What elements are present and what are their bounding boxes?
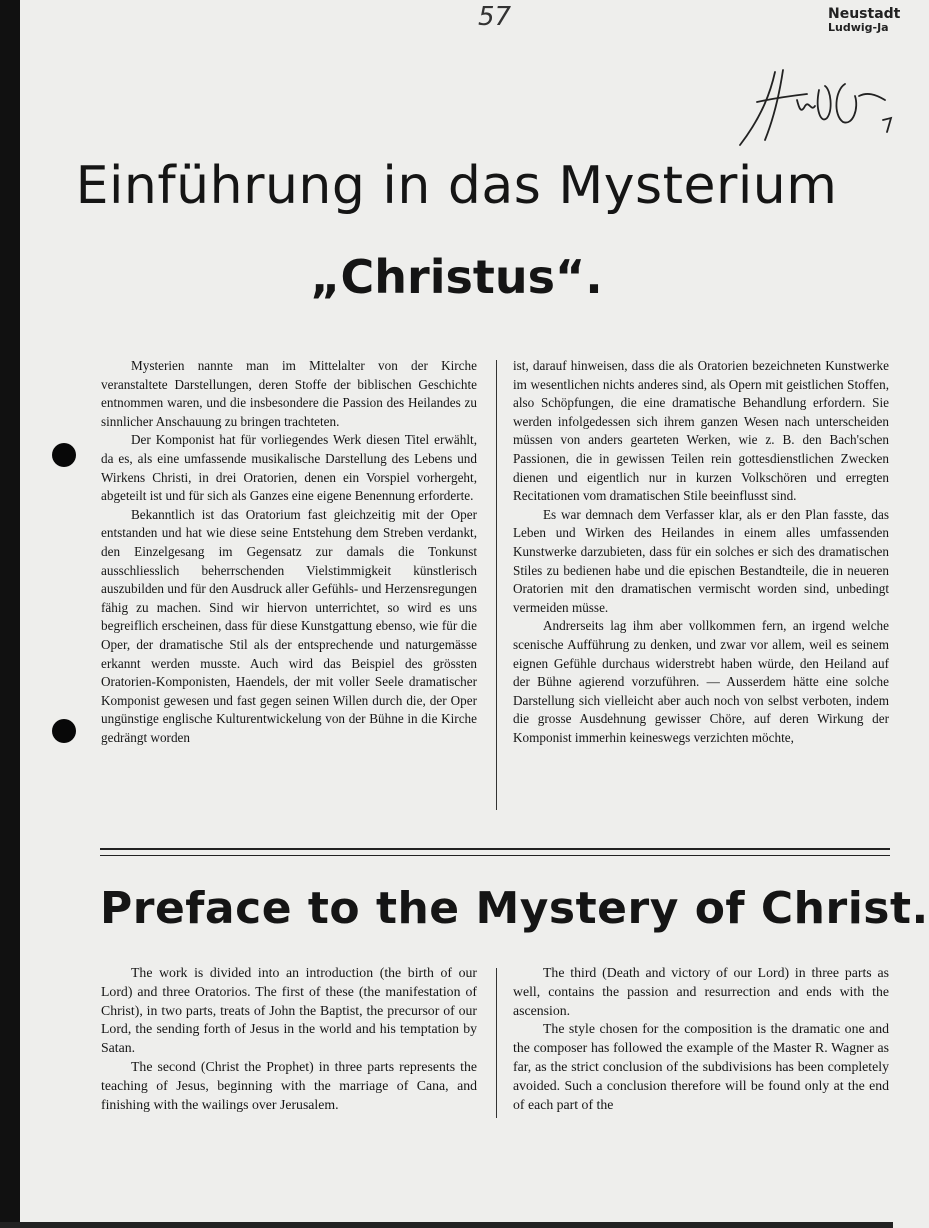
paragraph: Bekanntlich ist das Oratorium fast gleichzeitig mit der Oper entstanden und hat wie diese seine Entstehung dem Streben verdankt, den Einzelgesang im Gegensatz zur damals die Tonkunst ausschliesslich beherrschenden Vielstimmigkeit künstlerisch auszubilden und für den Ausdruck aller Gefühls- und Herzensregungen fähig zu machen. Sind wir hiervon unterrichtet, so wird es uns begreiflich erscheinen, dass für diese Kunstgattung ebenso, wie für die Oper, der dramatische Stil als der entsprechende und naturgemässe erkannt werden musste. Auch wird das Beispiel des grössten Oratorien-Komponisten, Haendels, der mit voller Seele dramatischer Komponist gewesen und fast gegen seinen Willen durch die, der Oper ungünstige englische Kulturentwickelung von der Bühne in die Kirche gedrängt worden bbox=[101, 506, 477, 745]
german-title-line-1: Einführung in das Mysterium bbox=[75, 156, 838, 216]
paragraph: The third (Death and victory of our Lord) in three parts as well, contains the passion and resurrection and ends with the ascension. bbox=[513, 965, 889, 1018]
paragraph: Andrerseits lag ihm aber vollkommen fern, an irgend welche scenische Aufführung zu denken, und zwar vor allem, weil es seinem eignen Gefühle durchaus widerstrebt haben würde, den Heiland auf der Bühne agierend vorzuführen. — Ausserdem hätte eine solche Darstellung sich vielleicht aber auch noch von selbst verboten, indem die grosse Ausdehnung gewisser Chöre, auf deren Wirkung der Komponist immerhin keineswegs verzichten möchte, bbox=[513, 618, 889, 745]
stamp-line-1: Neustadt bbox=[828, 6, 901, 22]
english-column-left bbox=[101, 964, 477, 1114]
paragraph: ist, darauf hinweisen, dass die als Oratorien bezeichneten Kunstwerke im wesentlichen nichts anderes sind, als Opern mit geistlichen Stoffen, also Schöpfungen, die eine dramatische Behandlung erfordern. Sie werden infolgedessen sich ihrem ganzen Wesen nach unterscheiden müssen von anders gearteten Werken, wie z. B. den Bach'schen Passionen, die in gewissen Teilen rein gottesdienstlichen Zwecken dienen und eigentlich nur in kurzen Volkschören und erregten Recitationen vom dramatischen Stile beeinflusst sind. bbox=[513, 358, 889, 504]
column-divider bbox=[496, 360, 497, 810]
german-title-line-2: „Christus“. bbox=[310, 250, 603, 304]
paragraph: The style chosen for the composition is the dramatic one and the composer has followed the example of the Master R. Wagner as far, as the strict conclusion of the subdivisions has been completely avoided. Such a conclusion therefore will be found only at the end of each part of the bbox=[513, 1021, 889, 1112]
punch-hole-top bbox=[52, 443, 76, 467]
section-divider-rule-thin bbox=[100, 855, 890, 856]
punch-hole-bottom bbox=[52, 719, 76, 743]
paragraph: Es war demnach dem Verfasser klar, als er den Plan fasste, das Leben und Wirken des Heilandes in einem alles umfassenden Kunstwerke darzubieten, dass für ein solches er sich des dramatischen Stiles zu bedienen habe und die epischen Bestandteile, die in neueren Oratorien mit den dramatischen vermischt worden sind, unbedingt vermeiden müsse. bbox=[513, 506, 889, 615]
paragraph: The second (Christ the Prophet) in three parts represents the teaching of Jesus, beginning with the marriage of Cana, and finishing with the wailings over Jerusalem. bbox=[101, 1058, 477, 1112]
paragraph: The work is divided into an introduction (the birth of our Lord) and three Oratorios. The first of these (the manifestation of Christ), in two parts, treats of John the Baptist, the precursor of our Lord, the sending forth of Jesus in the world and his temptation by Satan. bbox=[101, 965, 477, 1056]
paragraph: Der Komponist hat für vorliegendes Werk diesen Titel erwählt, da es, als eine umfassende musikalische Darstellung des Lebens und Wirkens Christi, in drei Oratorien, denen ein Vorspiel vorhergeht, abgeteilt ist und für sich als Ganzes eine eigene Benennung erforderte. bbox=[101, 432, 477, 504]
stamp-line-2: Ludwig-Ja bbox=[828, 21, 889, 35]
paragraph: Mysterien nannte man im Mittelalter von der Kirche veranstaltete Darstellungen, deren Stoffe der biblischen Geschichte entnommen waren, und die insbesondere die Passion des Heilandes zu sinnlicher Anschauung zu bringen trachteten. bbox=[101, 358, 477, 429]
page-number: 57 bbox=[478, 2, 512, 32]
english-column-right bbox=[513, 964, 889, 1114]
page-bottom-edge bbox=[0, 1222, 893, 1228]
handwritten-signature bbox=[735, 60, 893, 150]
library-stamp bbox=[828, 6, 900, 35]
german-column-right bbox=[513, 357, 889, 747]
section-divider-rule bbox=[100, 848, 890, 850]
page-left-edge bbox=[0, 0, 20, 1228]
english-title: Preface to the Mystery of Christ. bbox=[100, 883, 929, 934]
column-divider-english bbox=[496, 968, 497, 1118]
german-column-left bbox=[101, 357, 477, 747]
